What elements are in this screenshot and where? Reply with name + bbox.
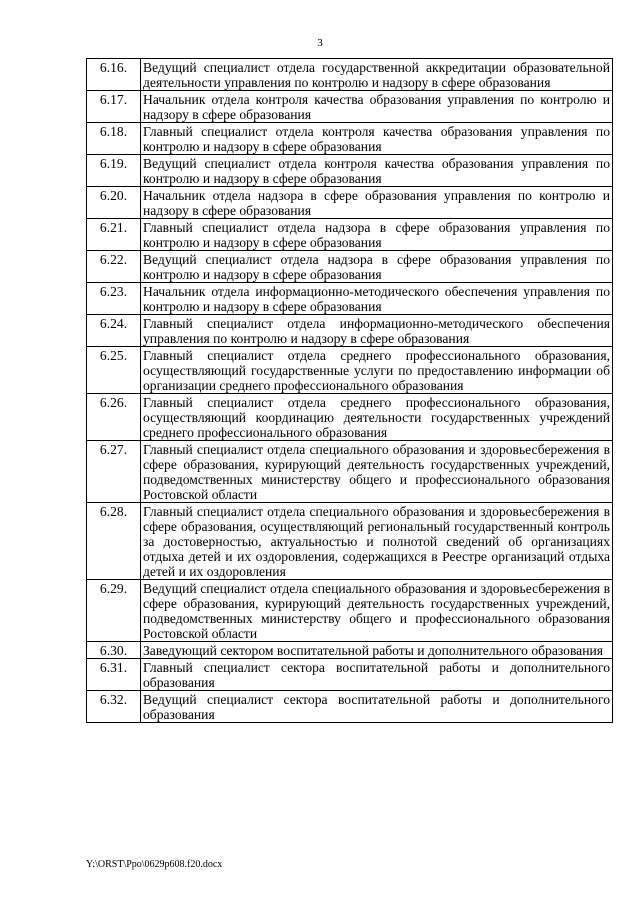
row-number: 6.31. xyxy=(87,659,141,691)
row-number: 6.19. xyxy=(87,155,141,187)
table-row xyxy=(87,155,613,187)
row-number: 6.29. xyxy=(87,580,141,642)
table-row xyxy=(87,91,613,123)
table-row xyxy=(87,394,613,441)
position-title: Начальник отдела информационно-методического обеспечения управления по контролю и надзору в сфере образования xyxy=(141,283,613,315)
row-number: 6.26. xyxy=(87,394,141,441)
position-title: Начальник отдела контроля качества образования управления по контролю и надзору в сфере образования xyxy=(141,91,613,123)
table-row xyxy=(87,283,613,315)
position-title: Ведущий специалист отдела надзора в сфере образования управления по контролю и надзору в сфере образования xyxy=(141,251,613,283)
row-number: 6.24. xyxy=(87,315,141,347)
table-row xyxy=(87,187,613,219)
row-number: 6.16. xyxy=(87,59,141,91)
position-title: Ведущий специалист отдела государственной аккредитации образовательной деятельности управления по контролю и надзору в сфере образования xyxy=(141,59,613,91)
table-row xyxy=(87,347,613,394)
row-number: 6.27. xyxy=(87,441,141,503)
row-number: 6.30. xyxy=(87,642,141,659)
table-row xyxy=(87,441,613,503)
row-number: 6.28. xyxy=(87,503,141,580)
table-row xyxy=(87,315,613,347)
position-title: Главный специалист отдела среднего профессионального образования, осуществляющий государственные услуги по предоставлению информации об организации среднего профессионального образования xyxy=(141,347,613,394)
position-title: Главный специалист отдела специального образования и здоровьесбережения в сфере образования, осуществляющий региональный государственный контроль за достоверностью, актуальностью и полнотой сведений об организациях отдыха детей и их оздоровления, содержащихся в Реестре организаций отдыха детей и их оздоровления xyxy=(141,503,613,580)
row-number: 6.22. xyxy=(87,251,141,283)
row-number: 6.17. xyxy=(87,91,141,123)
position-title: Главный специалист отдела среднего профессионального образования, осуществляющий координацию деятельности государственных учреждений среднего профессионального образования xyxy=(141,394,613,441)
page-number: 3 xyxy=(317,37,323,49)
row-number: 6.23. xyxy=(87,283,141,315)
table-row xyxy=(87,123,613,155)
table-row xyxy=(87,659,613,691)
row-number: 6.20. xyxy=(87,187,141,219)
position-title: Ведущий специалист сектора воспитательной работы и дополнительного образования xyxy=(141,691,613,723)
position-title: Начальник отдела надзора в сфере образования управления по контролю и надзору в сфере образования xyxy=(141,187,613,219)
positions-table xyxy=(86,58,613,723)
position-title: Главный специалист отдела информационно-методического обеспечения управления по контролю и надзору в сфере образования xyxy=(141,315,613,347)
table-row xyxy=(87,642,613,659)
row-number: 6.18. xyxy=(87,123,141,155)
position-title: Главный специалист сектора воспитательной работы и дополнительного образования xyxy=(141,659,613,691)
table-row xyxy=(87,503,613,580)
table-row xyxy=(87,59,613,91)
table-row xyxy=(87,251,613,283)
position-title: Главный специалист отдела контроля качества образования управления по контролю и надзору в сфере образования xyxy=(141,123,613,155)
table-row xyxy=(87,219,613,251)
row-number: 6.25. xyxy=(87,347,141,394)
table-row xyxy=(87,691,613,723)
file-path-footer: Y:\ORST\Ppo\0629p608.f20.docx xyxy=(86,859,223,870)
row-number: 6.21. xyxy=(87,219,141,251)
position-title: Главный специалист отдела специального образования и здоровьесбережения в сфере образования, курирующий деятельность государственных учреждений, подведомственных министерству общего и профессионального образования Ростовской области xyxy=(141,441,613,503)
position-title: Ведущий специалист отдела контроля качества образования управления по контролю и надзору в сфере образования xyxy=(141,155,613,187)
row-number: 6.32. xyxy=(87,691,141,723)
position-title: Ведущий специалист отдела специального образования и здоровьесбережения в сфере образования, курирующий деятельность государственных учреждений, подведомственных министерству общего и профессионального образования Ростовской области xyxy=(141,580,613,642)
position-title: Главный специалист отдела надзора в сфере образования управления по контролю и надзору в сфере образования xyxy=(141,219,613,251)
table-row xyxy=(87,580,613,642)
position-title: Заведующий сектором воспитательной работы и дополнительного образования xyxy=(141,642,613,659)
